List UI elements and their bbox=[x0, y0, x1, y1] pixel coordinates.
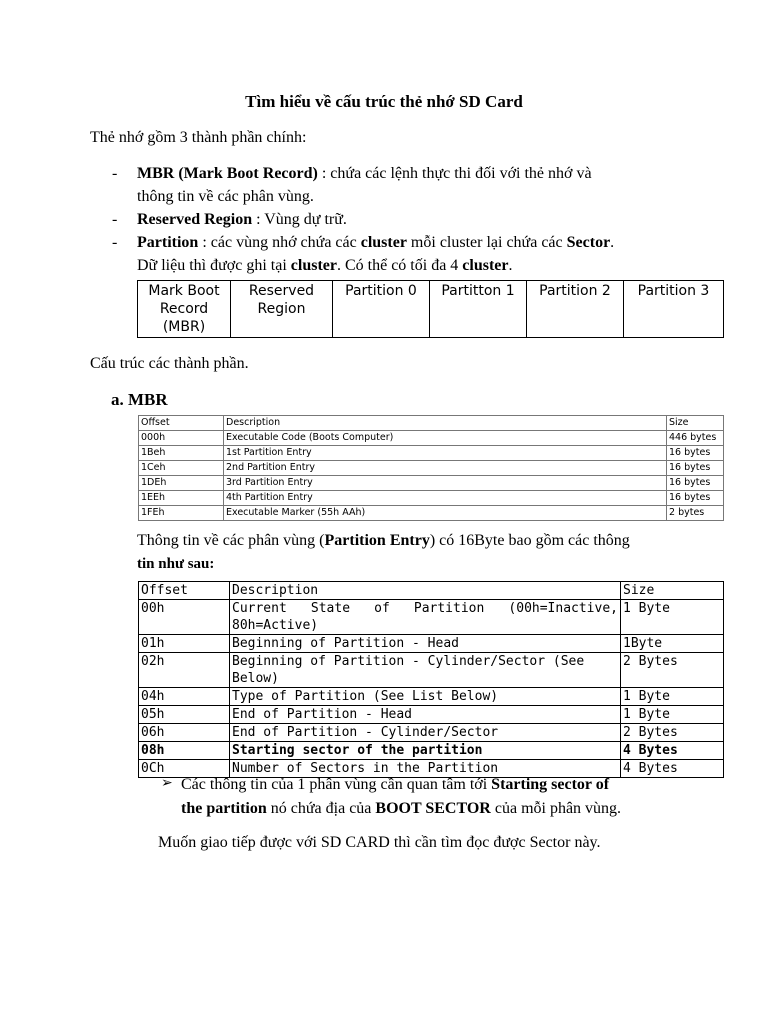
table-cell: Partition 0 bbox=[333, 281, 430, 338]
text-span: Các thông tin của 1 phân vùng cần quan tâm tới bbox=[181, 776, 492, 793]
table-header: Description bbox=[230, 582, 621, 600]
table-row bbox=[139, 724, 724, 742]
table-cell: 4 Bytes bbox=[621, 760, 724, 778]
keyword-starting-sector: the partition bbox=[181, 800, 267, 817]
table-row bbox=[139, 491, 724, 506]
keyword-cluster: cluster bbox=[360, 234, 407, 251]
keyword-cluster: cluster bbox=[462, 257, 509, 274]
table-cell: 1Beh bbox=[139, 446, 224, 461]
table-cell: 2nd Partition Entry bbox=[224, 461, 667, 476]
table-cell: 1 Byte bbox=[621, 688, 724, 706]
table-cell: Executable Marker (55h AAh) bbox=[224, 506, 667, 521]
bullet-dash: - bbox=[112, 165, 118, 182]
table-cell: 4th Partition Entry bbox=[224, 491, 667, 506]
table-cell: 446 bytes bbox=[667, 431, 724, 446]
table-cell: 000h bbox=[139, 431, 224, 446]
table-cell: Partition 3 bbox=[624, 281, 724, 338]
table-cell: 16 bytes bbox=[667, 461, 724, 476]
table-cell: 4 Bytes bbox=[621, 742, 724, 760]
table-cell: 02h bbox=[139, 653, 230, 688]
table-row bbox=[139, 653, 724, 688]
bullet-mbr-text bbox=[137, 162, 672, 208]
table-cell: Starting sector of the partition bbox=[230, 742, 621, 760]
keyword-boot-sector: BOOT SECTOR bbox=[375, 800, 491, 817]
text-span: ) có 16Byte bao gồm các thông bbox=[429, 532, 630, 549]
mbr-table bbox=[138, 415, 724, 521]
bullet-partition-label: Partition bbox=[137, 234, 199, 251]
table-cell: 2 Bytes bbox=[621, 724, 724, 742]
table-header-row bbox=[139, 582, 724, 600]
table-row bbox=[139, 635, 724, 653]
table-cell: 00h bbox=[139, 600, 230, 635]
table-cell: 2 bytes bbox=[667, 506, 724, 521]
table-header: Size bbox=[621, 582, 724, 600]
table-cell: Beginning of Partition - Cylinder/Sector (See Below) bbox=[230, 653, 621, 688]
table-cell: 04h bbox=[139, 688, 230, 706]
structure-heading: Cấu trúc các thành phần. bbox=[90, 355, 249, 372]
bullet-partition-text bbox=[137, 231, 672, 277]
table-row bbox=[139, 431, 724, 446]
keyword-starting-sector: Starting sector of bbox=[491, 776, 610, 793]
table-cell: Type of Partition (See List Below) bbox=[230, 688, 621, 706]
table-cell: 06h bbox=[139, 724, 230, 742]
table-row bbox=[139, 600, 724, 635]
table-cell: 1st Partition Entry bbox=[224, 446, 667, 461]
table-cell: Partitton 1 bbox=[430, 281, 527, 338]
keyword-cluster: cluster bbox=[290, 257, 337, 274]
table-cell: 1FEh bbox=[139, 506, 224, 521]
text-span: của mỗi phân vùng. bbox=[490, 800, 622, 817]
keyword-partition-entry: Partition Entry bbox=[324, 532, 430, 549]
note-text bbox=[181, 773, 741, 821]
bullet-mbr-desc2: thông tin về các phân vùng. bbox=[137, 188, 314, 205]
table-header: Size bbox=[667, 416, 724, 431]
text-span: Dữ liệu thì được ghi tại bbox=[137, 257, 291, 274]
intro-text: Thẻ nhớ gồm 3 thành phần chính: bbox=[90, 129, 307, 146]
table-cell: 05h bbox=[139, 706, 230, 724]
table-cell: 16 bytes bbox=[667, 476, 724, 491]
table-cell: 1 Byte bbox=[621, 600, 724, 635]
keyword-sector: Sector bbox=[566, 234, 611, 251]
table-header: Offset bbox=[139, 582, 230, 600]
text-span: . Có thể có tối đa 4 bbox=[336, 257, 463, 274]
table-header-row bbox=[139, 416, 724, 431]
table-cell: Current State of Partition (00h=Inactive, 80h=Active) bbox=[230, 600, 621, 635]
text-span: : các vùng nhớ chứa các bbox=[198, 234, 361, 251]
page-title: Tìm hiểu về cấu trúc thẻ nhớ SD Card bbox=[245, 92, 523, 111]
entry-intro bbox=[137, 529, 737, 576]
table-cell: Executable Code (Boots Computer) bbox=[224, 431, 667, 446]
table-cell: End of Partition - Cylinder/Sector bbox=[230, 724, 621, 742]
table-cell: 1DEh bbox=[139, 476, 224, 491]
bullet-mbr-label: MBR (Mark Boot Record) bbox=[137, 165, 318, 182]
table-row bbox=[138, 281, 724, 338]
table-cell: 1Ceh bbox=[139, 461, 224, 476]
arrow-bullet-icon: ➢ bbox=[161, 776, 173, 791]
table-cell: End of Partition - Head bbox=[230, 706, 621, 724]
bullet-reserved-label: Reserved Region bbox=[137, 211, 253, 228]
bullet-reserved bbox=[112, 208, 672, 231]
table-header: Offset bbox=[139, 416, 224, 431]
table-cell: 16 bytes bbox=[667, 446, 724, 461]
text-span: nó chứa địa của bbox=[266, 800, 376, 817]
table-cell: 16 bytes bbox=[667, 491, 724, 506]
partition-entry-table bbox=[138, 581, 724, 778]
table-row-highlighted bbox=[139, 742, 724, 760]
bullet-reserved-text bbox=[137, 208, 672, 231]
section-a-heading: a. MBR bbox=[111, 390, 168, 409]
text-span: mỗi cluster lại chứa các bbox=[406, 234, 567, 251]
table-header: Description bbox=[224, 416, 667, 431]
bullet-mbr bbox=[112, 162, 672, 208]
table-cell: Number of Sectors in the Partition bbox=[230, 760, 621, 778]
conclusion-text: Muốn giao tiếp được với SD CARD thì cần tìm đọc được Sector này. bbox=[158, 834, 601, 851]
table-row bbox=[139, 688, 724, 706]
sd-layout-table bbox=[137, 280, 724, 338]
bullet-dash: - bbox=[112, 234, 118, 251]
bullet-dash: - bbox=[112, 211, 118, 228]
table-cell: 3rd Partition Entry bbox=[224, 476, 667, 491]
table-cell: 0Ch bbox=[139, 760, 230, 778]
table-row bbox=[139, 476, 724, 491]
bullet-mbr-desc1: : chứa các lệnh thực thi đối với thẻ nhớ và bbox=[317, 165, 592, 182]
table-cell: Reserved Region bbox=[231, 281, 333, 338]
table-cell: 08h bbox=[139, 742, 230, 760]
text-span: tin như sau: bbox=[137, 556, 215, 572]
table-cell: 1EEh bbox=[139, 491, 224, 506]
table-row bbox=[139, 506, 724, 521]
table-cell: Partition 2 bbox=[527, 281, 624, 338]
table-cell: 1 Byte bbox=[621, 706, 724, 724]
text-span: Thông tin về các phân vùng ( bbox=[137, 532, 325, 549]
table-cell: Beginning of Partition - Head bbox=[230, 635, 621, 653]
table-cell: 01h bbox=[139, 635, 230, 653]
table-cell: 1Byte bbox=[621, 635, 724, 653]
text-span: . bbox=[508, 257, 513, 274]
bullet-partition bbox=[112, 231, 672, 277]
table-cell: Mark Boot Record (MBR) bbox=[138, 281, 231, 338]
bullet-reserved-desc: : Vùng dự trữ. bbox=[252, 211, 347, 228]
table-row bbox=[139, 706, 724, 724]
text-span: . bbox=[610, 234, 615, 251]
table-row bbox=[139, 461, 724, 476]
table-row bbox=[139, 446, 724, 461]
table-cell: 2 Bytes bbox=[621, 653, 724, 688]
